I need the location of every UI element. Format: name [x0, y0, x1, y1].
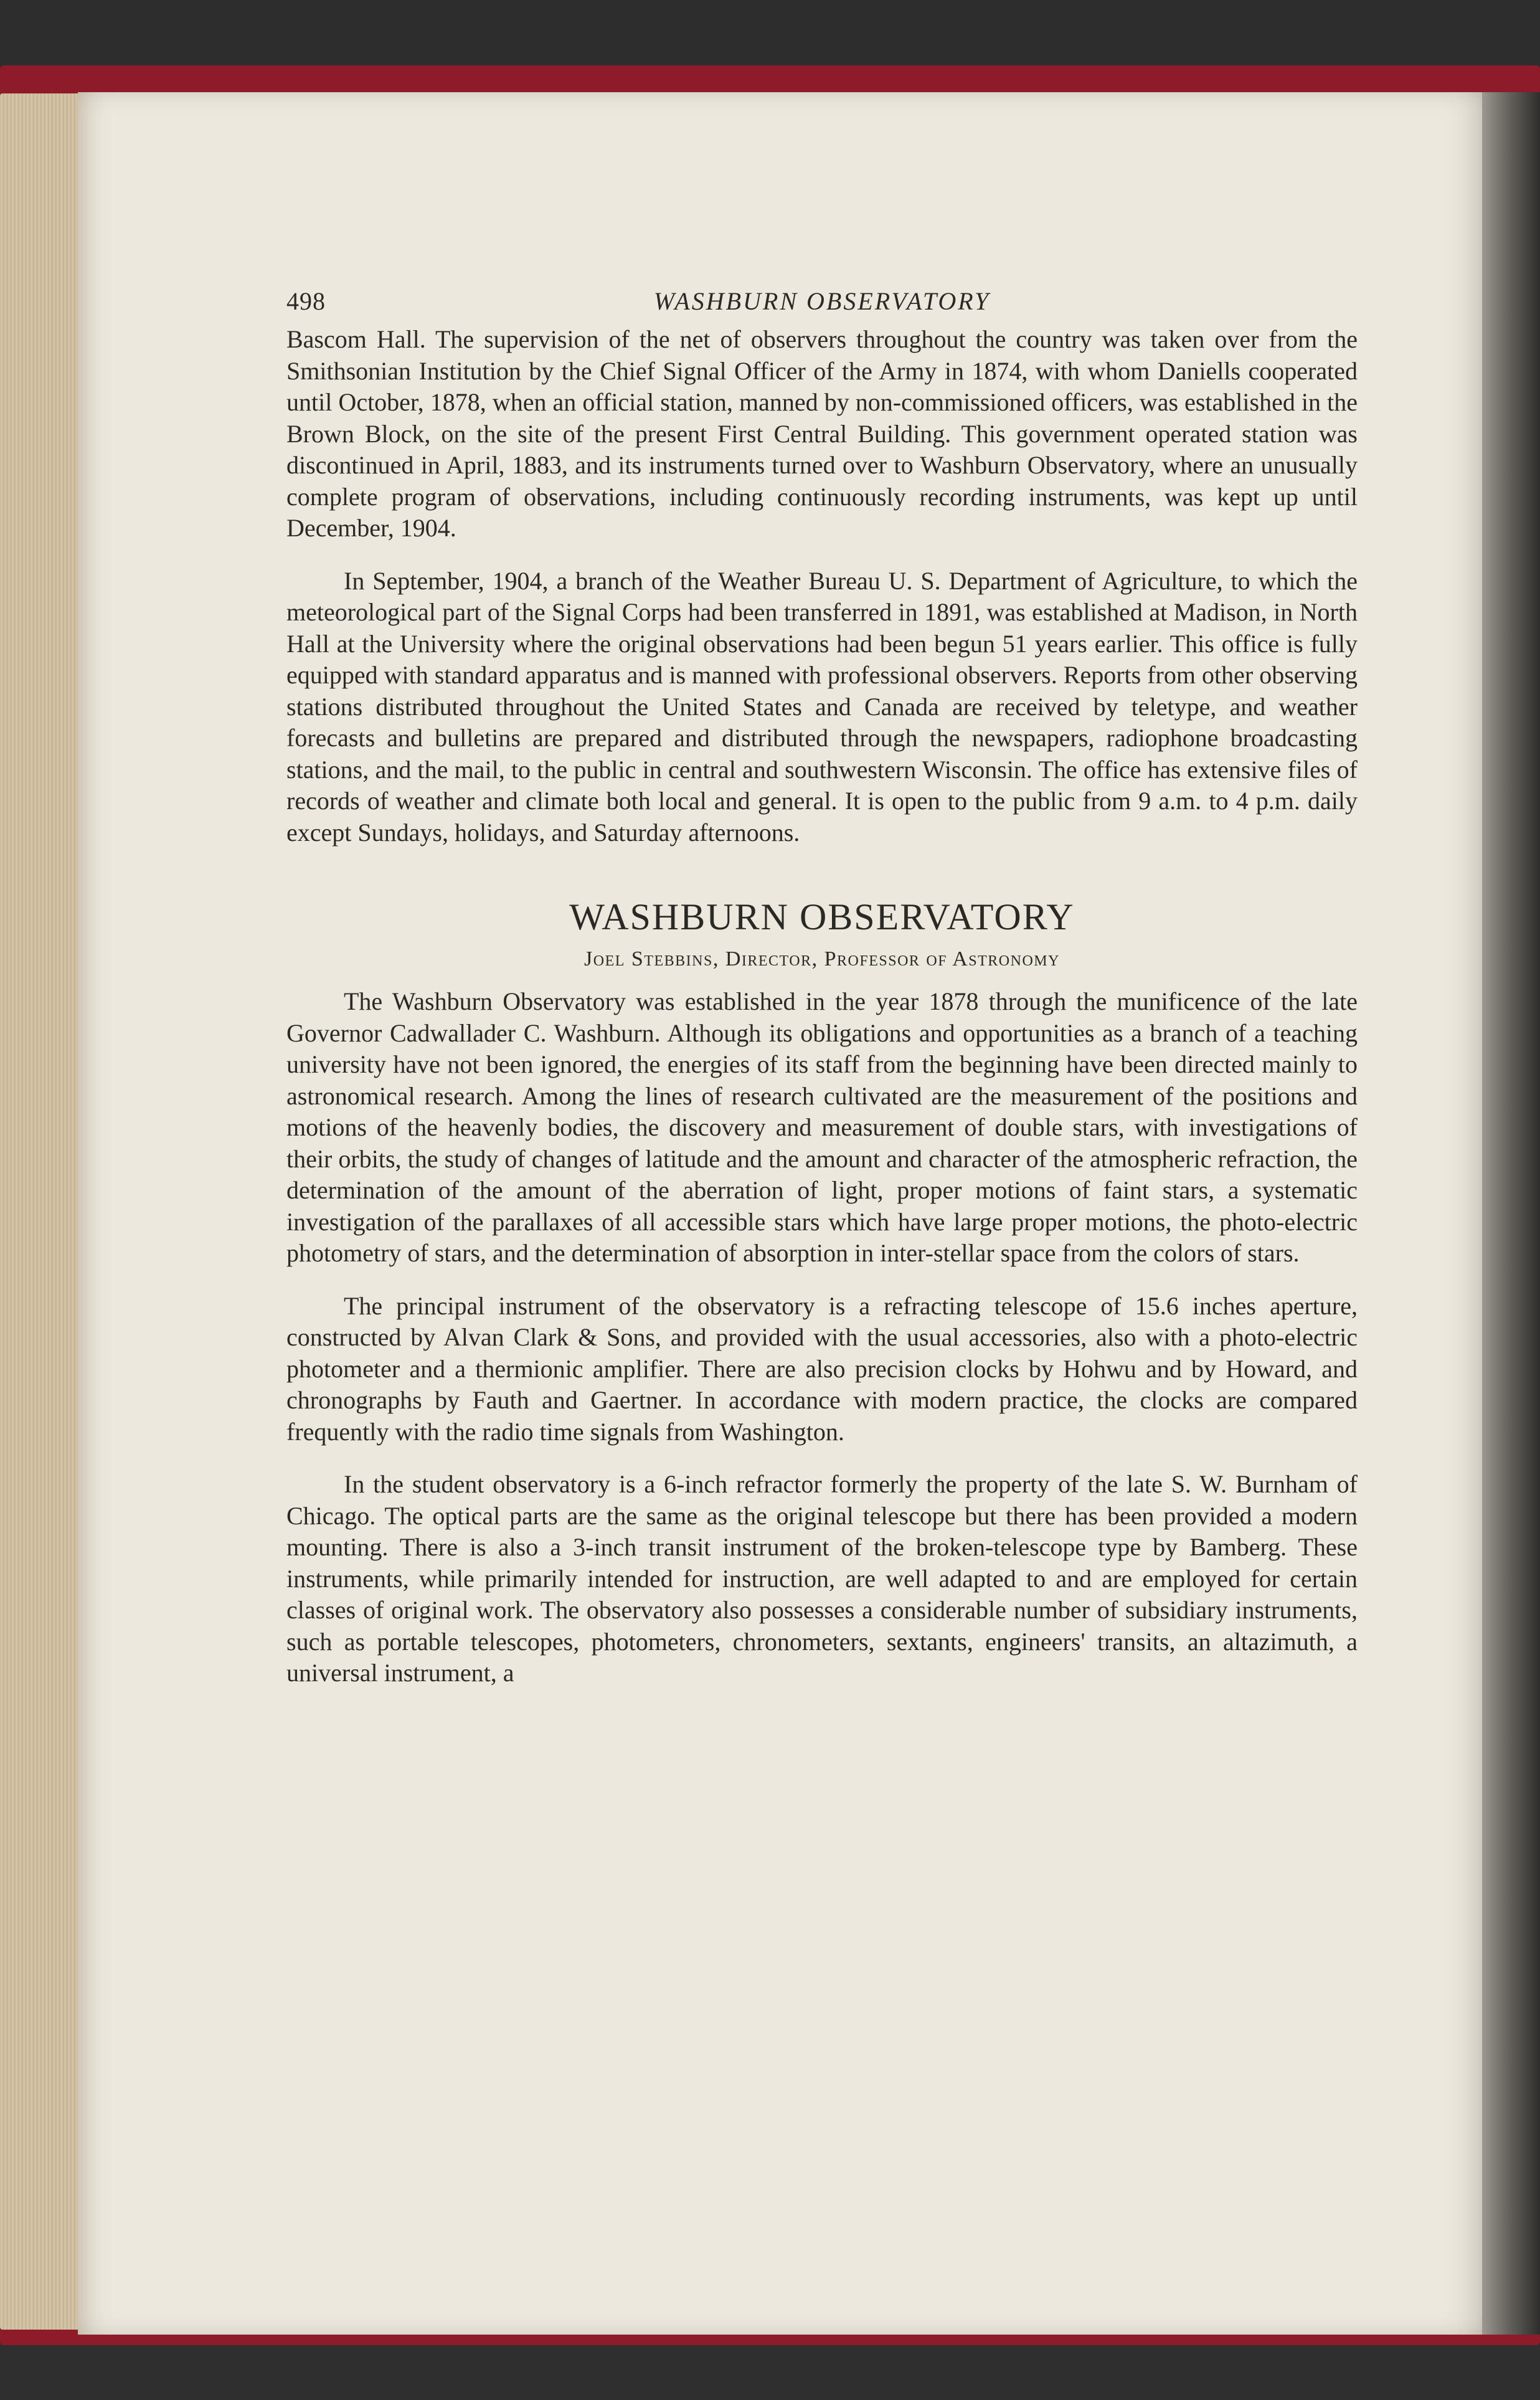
page-edges	[0, 93, 87, 2330]
paragraph-principal-instrument: The principal instrument of the observatory is a refracting telescope of 15.6 inches aperture, constructed by Alvan Clark & Sons, and provided with the usual accessories, also with a photo-electric photometer and a thermionic amplifier. There are also precision clocks by Hohwu and by Howard, and chronographs by Fauth and Gaertner. In accordance with modern practice, the clocks are compared frequently with the radio time signals from Washington.	[286, 1291, 1358, 1446]
running-head	[286, 287, 1358, 324]
paragraph-student-observatory: In the student observatory is a 6-inch refractor formerly the property of the late S. W. Burnham of Chicago. The optical parts are the same as the original telescope but there has been provided a modern mounting. There is also a 3-inch transit instrument of the broken-telescope type by Bamberg. These instruments, while primarily intended for instruction, are well adapted to and are employed for certain classes of original work. The observatory also possesses a considerable number of subsidiary instruments, such as portable telescopes, photometers, chronometers, sextants, engineers' transits, an altazimuth, a universal instrument, a	[286, 1470, 1358, 1687]
running-title: WASHBURN OBSERVATORY	[653, 287, 991, 315]
background-top	[0, 0, 1540, 69]
page-number: 498	[286, 287, 326, 315]
page-text	[286, 287, 1358, 1689]
section-title: WASHBURN OBSERVATORY	[569, 896, 1075, 937]
paragraph-observatory-history: The Washburn Observatory was established in the year 1878 through the munificence of the late Governor Cadwallader C. Washburn. Although its obligations and opportunities as a branch of a teaching university have not been ignored, the energies of its staff from the beginning have been directed mainly to astronomical research. Among the lines of research cultivated are the measurement of the positions and motions of the heavenly bodies, the discovery and measurement of double stars, with investigations of their orbits, the study of changes of latitude and the amount and character of the atmospheric refraction, the determination of the amount of the aberration of light, proper motions of faint stars, a systematic investigation of the parallaxes of all accessible stars which have large proper motions, the photo-electric photometry of stars, and the determination of absorption in inter-stellar space from the colors of stars.	[286, 987, 1358, 1267]
section-byline: Joel Stebbins, Director, Professor of Astronomy	[584, 947, 1060, 970]
paragraph-weather-bureau: In September, 1904, a branch of the Weather Bureau U. S. Department of Agriculture, to which the meteorological part of the Signal Corps had been transferred in 1891, was established at Madison, in North Hall at the University where the original observations had been begun 51 years earlier. This office is fully equipped with standard apparatus and is manned with professional observers. Reports from other observing stations distributed throughout the United States and Canada are received by teletype, and weather forecasts and bulletins are prepared and distributed through the newspapers, radiophone broadcasting stations, and the mail, to the public in central and southwestern Wisconsin. The office has extensive files of records of weather and climate both local and general. It is open to the public from 9 a.m. to 4 p.m. daily except Sundays, holidays, and Saturday afternoons.	[286, 566, 1358, 847]
paragraph-continued: Bascom Hall. The supervision of the net of observers throughout the country was taken over from the Smithsonian Institution by the Chief Signal Officer of the Army in 1874, with whom Daniells cooperated until October, 1878, when an official station, manned by non-commissioned officers, was established in the Brown Block, on the site of the present First Central Building. This government operated station was discontinued in April, 1883, and its instruments turned over to Washburn Observatory, where an unusually complete program of observations, including continuously recording instruments, was kept up until December, 1904.	[286, 325, 1358, 542]
page-gutter-shadow	[1482, 92, 1540, 2335]
